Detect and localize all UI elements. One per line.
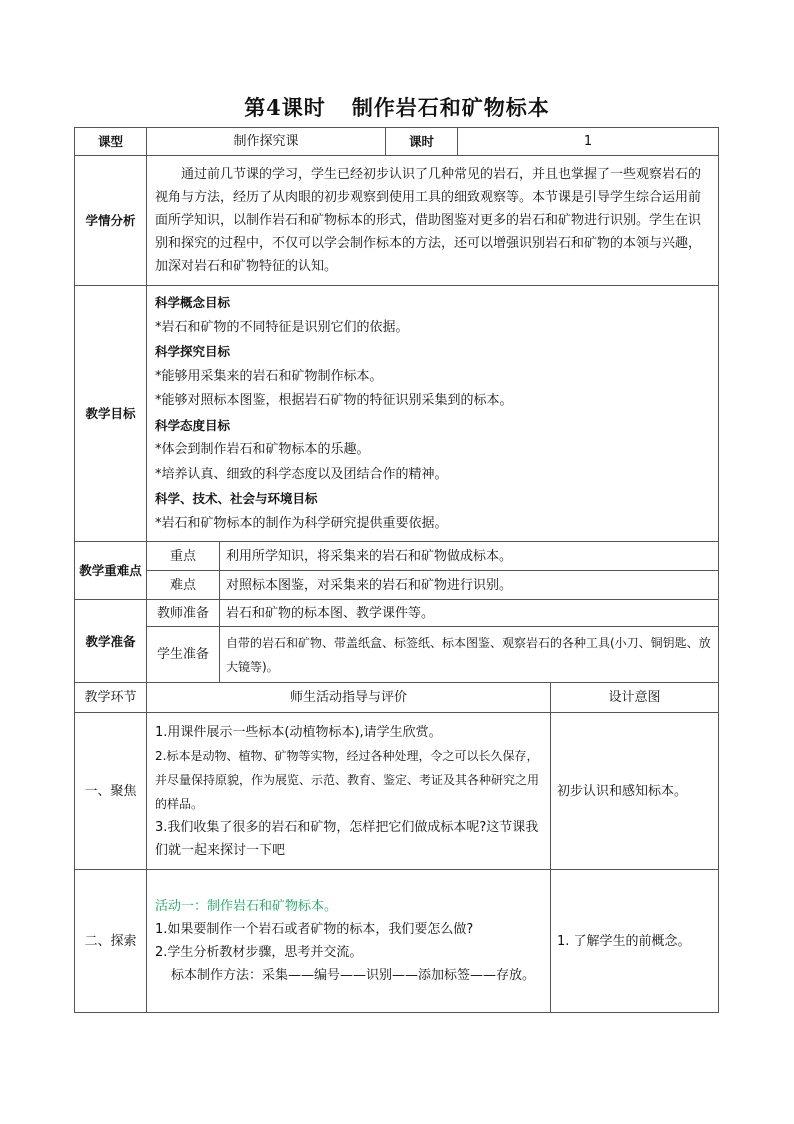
goal-heading-stse: 科学、技术、社会与环境目标 xyxy=(155,491,318,506)
header-stage: 教学环节 xyxy=(75,683,147,713)
difficulty-text: 对照标本图鉴，对采集来的岩石和矿物进行识别。 xyxy=(220,571,719,600)
explore-step-2: 2.学生分析教材步骤，思考并交流。 xyxy=(155,945,363,960)
page-title xyxy=(0,92,794,122)
goal-item: *能够对照标本图鉴，根据岩石矿物的特征识别采集到的标本。 xyxy=(155,393,513,408)
lesson-type-value: 制作探究课 xyxy=(147,128,386,156)
key-label: 重点 xyxy=(147,542,220,571)
row-difficulty xyxy=(75,571,719,600)
row-section-header xyxy=(75,683,719,713)
row-explore xyxy=(75,870,719,1013)
row-key-point xyxy=(75,542,719,571)
explore-activity-title: 活动一：制作岩石和矿物标本。 xyxy=(155,899,338,914)
lesson-name: 制作岩石和矿物标本 xyxy=(351,95,550,120)
row-goals xyxy=(75,286,719,542)
explore-step-1: 1.如果要制作一个岩石或者矿物的标本，我们要怎么做? xyxy=(155,922,474,937)
lesson-plan-table xyxy=(74,127,719,1013)
teacher-prep-label: 教师准备 xyxy=(147,600,220,627)
goal-heading-inquiry: 科学探究目标 xyxy=(155,344,231,359)
student-prep-text: 自带的岩石和矿物、带盖纸盒、标签纸、标本图鉴、观察岩石的各种工具(小刀、铜钥匙、放大镜等)。 xyxy=(220,627,719,683)
period-value: 1 xyxy=(458,128,719,156)
row-teacher-prep xyxy=(75,600,719,627)
focus-step-2: 2.标本是动物、植物、矿物等实物，经过各种处理，令之可以长久保存，并尽量保持原貌，作为展览、示范、教育、鉴定、考证及其各种研究之用的样品。 xyxy=(155,748,540,811)
explore-intent: 1. 了解学生的前概念。 xyxy=(551,870,719,1013)
goal-item: *能够用采集来的岩石和矿物制作标本。 xyxy=(155,368,383,384)
period-label: 课时 xyxy=(386,128,458,156)
goal-item: *岩石和矿物的不同特征是识别它们的依据。 xyxy=(155,319,409,335)
lesson-type-label: 课型 xyxy=(75,128,147,156)
difficulty-label: 难点 xyxy=(147,571,220,600)
header-intent: 设计意图 xyxy=(551,683,719,713)
goal-item: *岩石和矿物标本的制作为科学研究提供重要依据。 xyxy=(155,515,448,531)
lesson-number: 第4课时 xyxy=(244,95,326,120)
focus-intent: 初步认识和感知标本。 xyxy=(551,713,719,870)
goal-item: *培养认真、细致的科学态度以及团结合作的精神。 xyxy=(155,466,448,482)
goal-heading-attitude: 科学态度目标 xyxy=(155,417,231,433)
key-text: 利用所学知识，将采集来的岩石和矿物做成标本。 xyxy=(220,542,719,571)
focus-step-1: 1.用课件展示一些标本(动植物标本),请学生欣赏。 xyxy=(155,724,442,740)
prep-label: 教学准备 xyxy=(75,600,147,683)
row-focus xyxy=(75,713,719,870)
student-prep-label: 学生准备 xyxy=(147,627,220,683)
focus-label: 一、聚焦 xyxy=(75,713,147,870)
goal-item: *体会到制作岩石和矿物标本的乐趣。 xyxy=(155,442,370,457)
goals-label: 教学目标 xyxy=(75,286,147,542)
teacher-prep-text: 岩石和矿物的标本图、教学课件等。 xyxy=(220,600,719,627)
header-activity: 师生活动指导与评价 xyxy=(147,683,551,713)
row-analysis xyxy=(75,156,719,286)
row-student-prep xyxy=(75,627,719,683)
analysis-text: 通过前几节课的学习，学生已经初步认识了几种常见的岩石，并且也掌握了一些观察岩石的视角与方法，经历了从肉眼的初步观察到使用工具的细致观察等。本节课是引导学生综合运用前面所学知识，以制作岩石和矿物标本的形式，借助图鉴对更多的岩石和矿物进行识别。学生在识别和探究的过程中，不仅可以学会制作标本的方法，还可以增强识别岩石和矿物的本领与兴趣，加深对岩石和矿物特征的认知。 xyxy=(155,167,702,274)
explore-label: 二、探索 xyxy=(75,870,147,1013)
keypoints-label: 教学重难点 xyxy=(75,542,147,600)
focus-step-3: 3.我们收集了很多的岩石和矿物，怎样把它们做成标本呢?这节课我们就一起来探讨一下吧 xyxy=(155,819,539,858)
explore-method: 标本制作方法：采集——编号——识别——添加标签——存放。 xyxy=(171,968,536,983)
goal-heading-concept: 科学概念目标 xyxy=(155,295,231,310)
analysis-label: 学情分析 xyxy=(75,156,147,286)
row-lesson-type xyxy=(75,128,719,156)
